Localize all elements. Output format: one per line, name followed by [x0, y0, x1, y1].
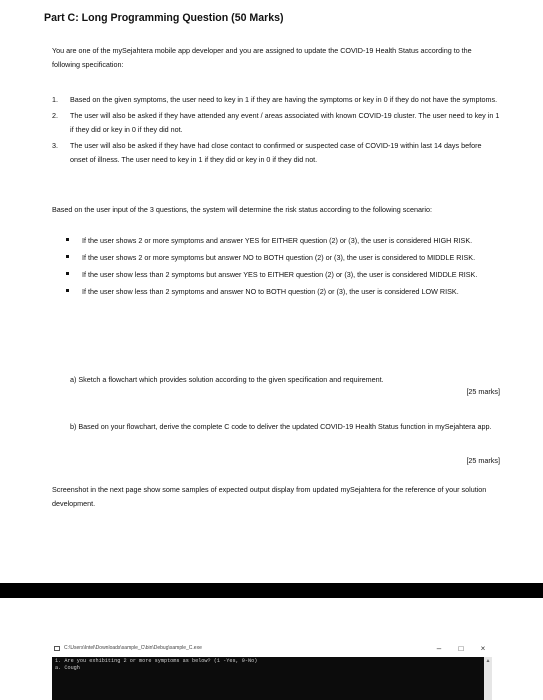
scenario-text: If the user shows 2 or more symptoms but answer NO to BOTH question (2) or (3), the user is considered to MIDDLE RISK. [82, 253, 476, 262]
spec-item [52, 139, 500, 168]
scenario-item [52, 233, 500, 249]
bullet-icon [66, 238, 69, 241]
console-titlebar [52, 642, 492, 656]
spec-item-number: 1. [52, 95, 58, 104]
page-title: Part C: Long Programming Question (50 Marks) [44, 12, 284, 24]
document-page-2 [0, 598, 543, 700]
specification-list [52, 93, 500, 169]
question-b: b) Based on your flowchart, derive the complete C code to deliver the updated COVID-19 Health Status function in mySejahtera app. [70, 422, 492, 431]
spec-item-text: The user will also be asked if they have had close contact to confirmed or suspected case of COVID-19 within last 14 days before onset of illness. The user need to key in 1 if they did or key in 0 if they did not. [70, 140, 482, 164]
scroll-up-icon[interactable]: ▲ [485, 658, 491, 664]
spec-item [52, 93, 500, 108]
spec-item [52, 109, 500, 138]
scenario-list [52, 233, 500, 301]
console-output [52, 657, 484, 700]
intro-paragraph: You are one of the mySejahtera mobile app developer and you are assigned to update the COVID-19 Health Status according to the following specification: [52, 46, 472, 69]
spec-item-text: Based on the given symptoms, the user need to key in 1 if they are having the symptoms or key in 0 if they do not have the symptoms. [70, 95, 498, 104]
bullet-icon [66, 289, 69, 292]
scenario-text: If the user show less than 2 symptoms but answer YES to EITHER question (2) or (3), the user is considered MIDDLE RISK. [82, 270, 478, 279]
scenario-item [52, 250, 500, 266]
scenario-text: If the user shows 2 or more symptoms and answer YES for EITHER question (2) or (3), the user is considered HIGH RISK. [82, 236, 473, 245]
console-line: 1. Are you exhibiting 2 or more symptoms as below? (1 -Yes, 0-No) [55, 658, 258, 664]
spec-item-text: The user will also be asked if they have attended any event / areas associated with known COVID-19 cluster. The user need to key in 1 if they did or key in 0 if they did not. [70, 110, 500, 134]
minimize-icon[interactable]: – [436, 644, 442, 653]
console-scrollbar[interactable] [484, 657, 492, 700]
bullet-icon [66, 255, 69, 258]
bullet-icon [66, 272, 69, 275]
spec-item-number: 3. [52, 140, 58, 150]
scenario-item [52, 284, 500, 300]
marks-a: [25 marks] [466, 387, 500, 396]
marks-b: [25 marks] [466, 456, 500, 465]
maximize-icon[interactable]: □ [458, 644, 464, 653]
scenario-intro: Based on the user input of the 3 questions, the system will determine the risk status according to the following scenario: [52, 205, 432, 214]
scenario-text: If the user show less than 2 symptoms and answer NO to BOTH question (2) or (3), the user is considered LOW RISK. [82, 287, 459, 296]
question-a: a) Sketch a flowchart which provides solution according to the given specification and requirement. [70, 375, 384, 384]
spec-item-number: 2. [52, 110, 58, 120]
console-app-icon [54, 646, 60, 651]
console-title-path: C:\Users\Intel\Downloads\sample_C\bin\Debug\sample_C.exe [64, 645, 202, 651]
close-icon[interactable]: × [480, 644, 486, 653]
closing-paragraph: Screenshot in the next page show some samples of expected output display from updated mySejahtera for the reference of your solution development. [52, 485, 487, 508]
console-line: a. Cough [55, 665, 80, 671]
console-window [52, 642, 492, 700]
scenario-item [52, 267, 500, 283]
